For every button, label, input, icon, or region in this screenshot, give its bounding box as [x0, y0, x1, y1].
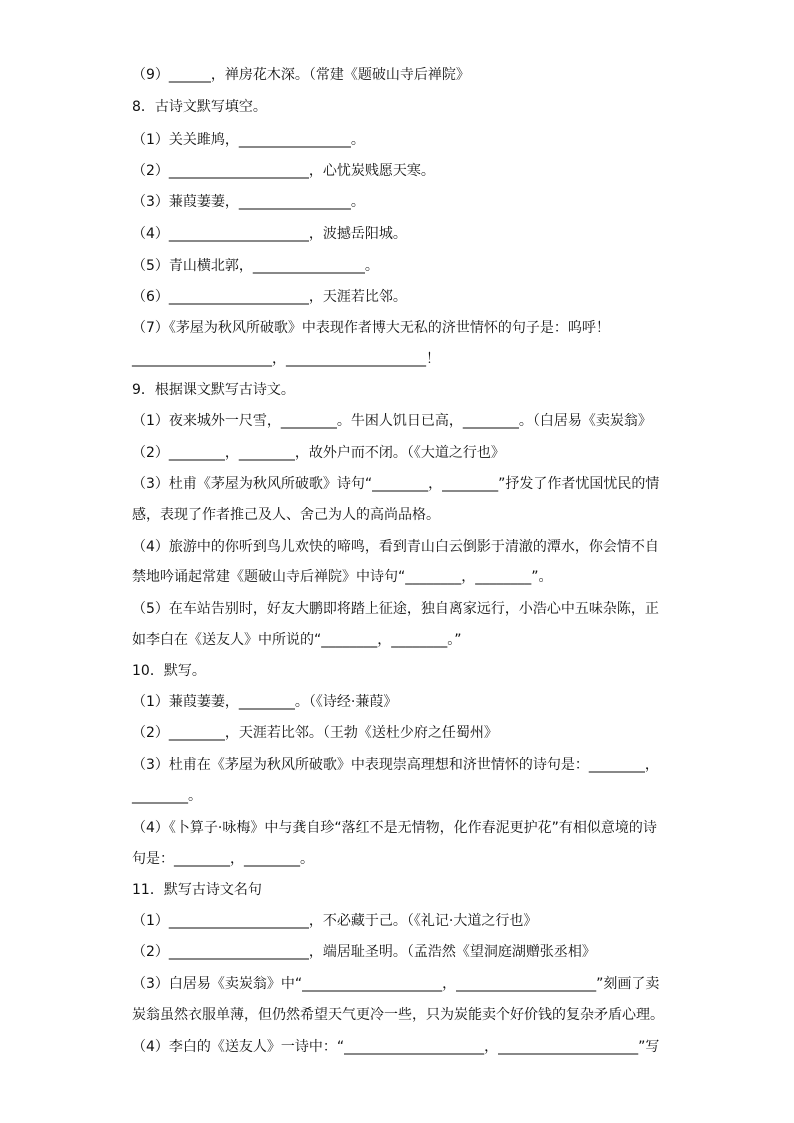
text-line: 句是：________，________。 — [132, 851, 314, 867]
text-line: （1）夜来城外一尺雪，________。牛困人饥日已高，________。（白居易《卖炭翁》 — [132, 413, 652, 429]
text-line: （3）蒹葭萋萋，________________。 — [132, 194, 365, 210]
question-heading: 10．默写。 — [132, 663, 206, 679]
question-heading: 11．默写古诗文名句 — [132, 882, 262, 898]
text-line: （4）《卜算子·咏梅》中与龚自珍“落红不是无情物，化作春泥更护花”有相似意境的诗 — [132, 820, 657, 836]
text-line: （1）蒹葭萋萋，________。（《诗经·蒹葭》 — [132, 694, 398, 710]
text-line: （2）____________________，端居耻圣明。（孟浩然《望洞庭湖赠张丞相》 — [132, 944, 596, 960]
text-line: （1）____________________，不必藏于己。（《礼记·大道之行也》 — [132, 913, 538, 929]
text-line: 炭翁虽然衣服单薄，但仍然希望天气更冷一些，只为炭能卖个好价钱的复杂矛盾心理。 — [132, 1007, 664, 1023]
text-line: （2）________，________，故外户而不闭。（《大道之行也》 — [132, 445, 505, 461]
text-line: （5）在车站告别时，好友大鹏即将踏上征途，独自离家远行，小浩心中五味杂陈，正 — [132, 601, 659, 617]
text-line: （2）________，天涯若比邻。（王勃《送杜少府之任蜀州》 — [132, 725, 498, 741]
text-line: ____________________，____________________！ — [132, 351, 440, 367]
text-line: （9）______，禅房花木深。（常建《题破山寺后禅院》 — [132, 67, 470, 83]
text-line: 感，表现了作者推己及人、舍己为人的高尚品格。 — [132, 507, 440, 523]
text-line: （4）旅游中的你听到鸟儿欢快的啼鸣，看到青山白云倒影于清澈的潭水，你会情不自 — [132, 539, 659, 555]
text-line: （2）____________________，心忧炭贱愿天寒。 — [132, 163, 435, 179]
text-line: （6）____________________，天涯若比邻。 — [132, 289, 407, 305]
text-line: （3）白居易《卖炭翁》中“____________________，____________________”刻画了卖 — [132, 976, 660, 992]
text-line: （7）《茅屋为秋风所破歌》中表现作者博大无私的济世情怀的句子是：呜呼！ — [132, 320, 610, 336]
text-line: ________。 — [132, 788, 202, 804]
text-line: （4）李白的《送友人》一诗中：“____________________，____________________”写 — [132, 1039, 660, 1055]
text-line: 如李白在《送友人》中所说的“________，________。” — [132, 632, 462, 648]
text-line: （5）青山横北郭，________________。 — [132, 258, 379, 274]
text-line: 禁地吟诵起常建《题破山寺后禅院》中诗句“________，________”。 — [132, 569, 553, 585]
text-line: （3）杜甫《茅屋为秋风所破歌》诗句“________，________”抒发了作者忧国忧民的情 — [132, 476, 660, 492]
text-line: （4）____________________，波撼岳阳城。 — [132, 226, 407, 242]
text-line: （3）杜甫在《茅屋为秋风所破歌》中表现崇高理想和济世情怀的诗句是：________， — [132, 757, 659, 773]
question-heading: 8．古诗文默写填空。 — [132, 99, 267, 115]
question-heading: 9．根据课文默写古诗文。 — [132, 382, 295, 398]
text-line: （1）关关雎鸠，________________。 — [132, 132, 365, 148]
